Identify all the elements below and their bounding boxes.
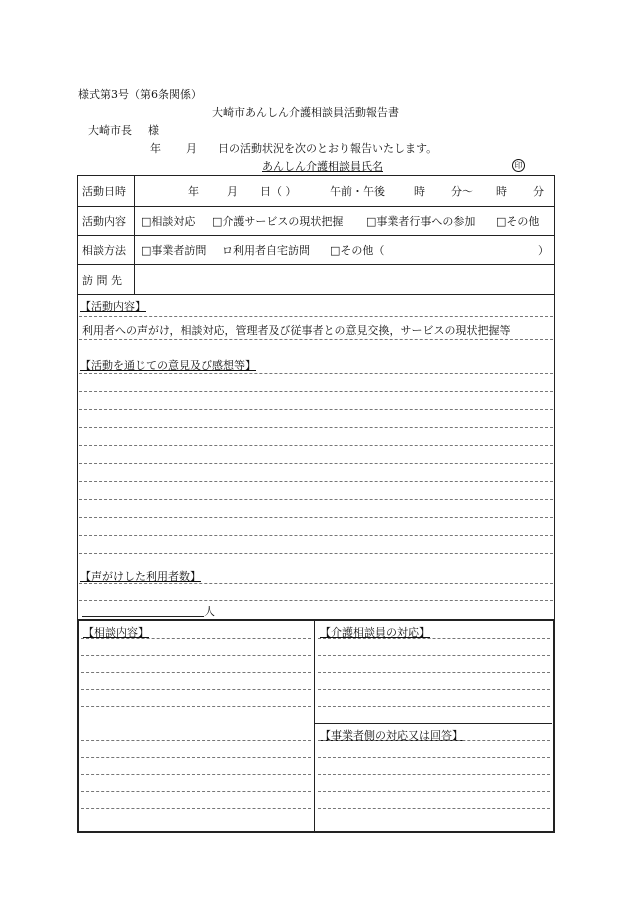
ruled-line	[79, 600, 553, 601]
ruled-line	[318, 808, 550, 809]
report-month-label: 月	[186, 142, 197, 155]
visit-label: 訪 問 先	[82, 273, 122, 287]
seal-icon: 印	[512, 159, 525, 172]
users-count-title: 【声がけした利用者数】	[80, 570, 201, 583]
seal-mark	[512, 158, 525, 172]
method-option-home-visit[interactable]: ロ利用者自宅訪問	[222, 244, 310, 257]
date-year: 年	[188, 185, 199, 198]
ruled-line	[318, 706, 550, 707]
ruled-line	[318, 689, 550, 690]
ruled-line	[318, 672, 550, 673]
method-other-close: ）	[538, 244, 549, 257]
ruled-line	[79, 409, 553, 410]
visit-input[interactable]	[136, 265, 553, 294]
content-label: 活動内容	[82, 215, 126, 228]
report-statement: 日の活動状況を次のとおり報告いたします。	[218, 142, 438, 155]
ruled-line	[81, 791, 311, 792]
date-label: 活動日時	[82, 185, 126, 198]
ruled-line	[318, 774, 550, 775]
date-minute-start: 分～	[451, 185, 473, 198]
ruled-line	[81, 757, 311, 758]
ruled-line	[318, 757, 550, 758]
ruled-line	[81, 655, 311, 656]
consultant-name-label	[262, 158, 493, 174]
ruled-line	[79, 339, 553, 340]
ruled-line	[79, 583, 553, 584]
content-option-other[interactable]: □その他	[496, 215, 540, 228]
ruled-line	[79, 535, 553, 536]
ruled-line	[79, 553, 553, 554]
method-option-other[interactable]: □その他（	[330, 244, 385, 257]
ruled-line	[79, 463, 553, 464]
date-minute-end: 分	[533, 185, 544, 198]
response-divider	[314, 723, 552, 724]
addressee: 大崎市長	[88, 124, 132, 137]
ruled-line	[79, 445, 553, 446]
report-year-label: 年	[150, 142, 161, 155]
ruled-line	[318, 638, 550, 639]
consult-content-title: 【相談内容】	[83, 626, 149, 639]
date-month: 月	[227, 185, 238, 198]
addressee-sama: 様	[148, 124, 159, 137]
consultation-box	[77, 619, 555, 833]
ruled-line	[81, 740, 311, 741]
document-title: 大崎市あんしん介護相談員活動報告書	[212, 106, 399, 119]
ruled-line	[79, 481, 553, 482]
row-divider	[77, 294, 555, 295]
ruled-line	[79, 427, 553, 428]
date-day: 日（ ）	[260, 185, 297, 198]
consultant-response-title: 【介護相談員の対応】	[320, 626, 430, 639]
activity-content-text: 利用者への声がけ，相談対応，管理者及び従事者との意見交換，サービスの現状把握等	[82, 324, 511, 337]
consultation-column-divider	[314, 621, 315, 831]
content-option-event[interactable]: □事業者行事への参加	[366, 215, 476, 228]
ruled-line	[81, 638, 311, 639]
content-option-consult[interactable]: □相談対応	[141, 215, 196, 228]
ruled-line	[79, 517, 553, 518]
activity-content-title: 【活動内容】	[80, 300, 146, 313]
ruled-line	[318, 740, 550, 741]
users-count-unit: 人	[204, 605, 215, 618]
ruled-line	[318, 791, 550, 792]
date-hour-start: 時	[414, 185, 425, 198]
ruled-line	[79, 316, 553, 317]
ruled-line	[79, 499, 553, 500]
ruled-line	[79, 391, 553, 392]
ruled-line	[81, 706, 311, 707]
ruled-line	[81, 774, 311, 775]
form-number: 様式第3号（第6条関係）	[78, 88, 202, 101]
method-label: 相談方法	[82, 244, 126, 257]
label-column-divider	[134, 175, 135, 294]
method-option-operator-visit[interactable]: □事業者訪問	[141, 244, 207, 257]
ruled-line	[79, 373, 553, 374]
date-hour-end: 時	[496, 185, 507, 198]
ruled-line	[81, 689, 311, 690]
operator-response-title: 【事業者側の対応又は回答】	[320, 729, 463, 742]
ruled-line	[81, 808, 311, 809]
users-count-field[interactable]	[82, 603, 204, 617]
date-ampm[interactable]: 午前・午後	[330, 185, 385, 198]
ruled-line	[81, 672, 311, 673]
ruled-line	[318, 655, 550, 656]
opinion-title: 【活動を通じての意見及び感想等】	[80, 359, 256, 372]
consultant-name-text: あんしん介護相談員氏名	[262, 160, 383, 173]
content-option-service-check[interactable]: □介護サービスの現状把握	[212, 215, 344, 228]
